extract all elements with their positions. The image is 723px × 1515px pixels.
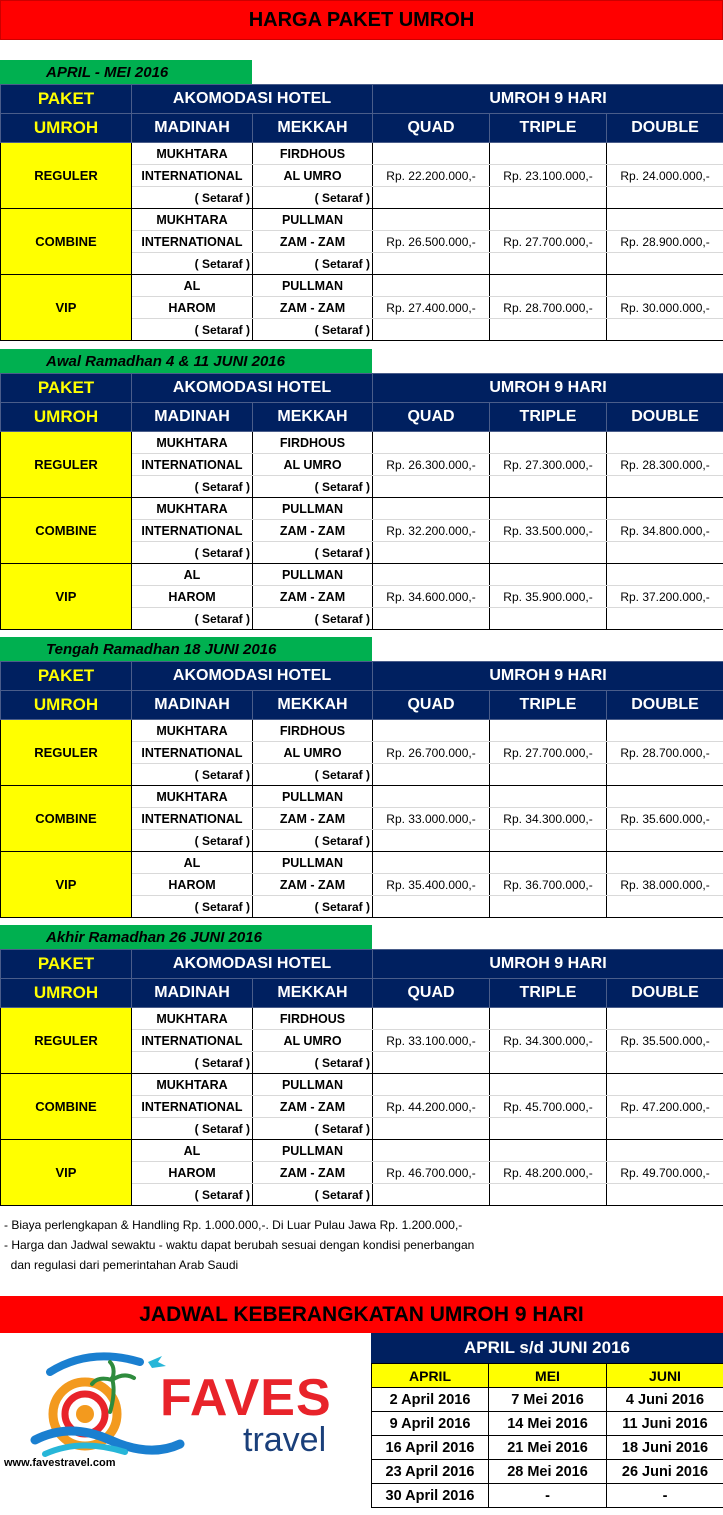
price-double: Rp. 35.500.000,-: [607, 1030, 723, 1052]
madinah-hotel: INTERNATIONAL: [132, 231, 253, 253]
madinah-hotel: INTERNATIONAL: [132, 520, 253, 542]
header-umroh: UMROH: [1, 114, 132, 143]
package-row: [1, 275, 723, 297]
price-double: Rp. 28.900.000,-: [607, 231, 723, 253]
header-program: UMROH 9 HARI: [373, 374, 723, 403]
header-quad: QUAD: [373, 979, 490, 1008]
package-row: [1, 1074, 723, 1096]
setaraf-note: ( Setaraf ): [253, 1052, 373, 1074]
header-double: DOUBLE: [607, 114, 723, 143]
mekkah-hotel: FIRDHOUS: [253, 432, 373, 454]
website-link[interactable]: www.favestravel.com: [4, 1457, 116, 1469]
header-double: DOUBLE: [607, 403, 723, 432]
price-quad: Rp. 27.400.000,-: [373, 297, 490, 319]
price-triple: Rp. 28.700.000,-: [490, 297, 607, 319]
package-name: COMBINE: [1, 498, 132, 564]
schedule-row: [372, 1388, 723, 1412]
header-madinah: MADINAH: [132, 691, 253, 720]
header-madinah: MADINAH: [132, 403, 253, 432]
header-paket: PAKET: [1, 950, 132, 979]
mekkah-hotel: PULLMAN: [253, 852, 373, 874]
schedule-date: 18 Juni 2016: [607, 1436, 723, 1460]
mekkah-hotel: AL UMRO: [253, 742, 373, 764]
price-triple: Rp. 23.100.000,-: [490, 165, 607, 187]
price-quad: Rp. 26.500.000,-: [373, 231, 490, 253]
mekkah-hotel: PULLMAN: [253, 1140, 373, 1162]
mekkah-hotel: PULLMAN: [253, 1074, 373, 1096]
madinah-hotel: MUKHTARA: [132, 786, 253, 808]
package-name: COMBINE: [1, 1074, 132, 1140]
madinah-hotel: HAROM: [132, 874, 253, 896]
setaraf-note: ( Setaraf ): [132, 542, 253, 564]
notes: [4, 1215, 474, 1275]
setaraf-note: ( Setaraf ): [132, 896, 253, 918]
schedule-date: 7 Mei 2016: [489, 1388, 607, 1412]
schedule-date: 23 April 2016: [372, 1460, 489, 1484]
schedule-date: 2 April 2016: [372, 1388, 489, 1412]
schedule-row: [372, 1412, 723, 1436]
setaraf-note: ( Setaraf ): [253, 830, 373, 852]
header-quad: QUAD: [373, 114, 490, 143]
header-umroh: UMROH: [1, 979, 132, 1008]
setaraf-note: ( Setaraf ): [132, 608, 253, 630]
header-paket: PAKET: [1, 374, 132, 403]
package-name: COMBINE: [1, 786, 132, 852]
price-triple: Rp. 27.300.000,-: [490, 454, 607, 476]
madinah-hotel: INTERNATIONAL: [132, 1096, 253, 1118]
schedule-row: [372, 1436, 723, 1460]
price-quad: Rp. 34.600.000,-: [373, 586, 490, 608]
price-triple: Rp. 34.300.000,-: [490, 808, 607, 830]
setaraf-note: ( Setaraf ): [253, 1184, 373, 1206]
note-line: dan regulasi dari pemerintahan Arab Saudi: [4, 1258, 239, 1272]
header-paket: PAKET: [1, 662, 132, 691]
price-quad: Rp. 33.100.000,-: [373, 1030, 490, 1052]
package-row: [1, 786, 723, 808]
schedule-title: JADWAL KEBERANGKATAN UMROH 9 HARI: [0, 1296, 723, 1333]
price-table: [0, 373, 723, 630]
mekkah-hotel: PULLMAN: [253, 564, 373, 586]
price-double: Rp. 28.700.000,-: [607, 742, 723, 764]
mekkah-hotel: AL UMRO: [253, 454, 373, 476]
price-quad: Rp. 35.400.000,-: [373, 874, 490, 896]
section-label: Tengah Ramadhan 18 JUNI 2016: [0, 637, 372, 661]
package-row: [1, 852, 723, 874]
setaraf-note: ( Setaraf ): [253, 253, 373, 275]
mekkah-hotel: FIRDHOUS: [253, 720, 373, 742]
madinah-hotel: AL: [132, 275, 253, 297]
mekkah-hotel: FIRDHOUS: [253, 1008, 373, 1030]
price-triple: Rp. 34.300.000,-: [490, 1030, 607, 1052]
schedule-date: -: [489, 1484, 607, 1508]
note-line: - Biaya perlengkapan & Handling Rp. 1.000.000,-. Di Luar Pulau Jawa Rp. 1.200.000,-: [4, 1218, 463, 1232]
brand-sub: travel: [243, 1421, 327, 1459]
header-triple: TRIPLE: [490, 979, 607, 1008]
schedule-date: 21 Mei 2016: [489, 1436, 607, 1460]
price-triple: Rp. 33.500.000,-: [490, 520, 607, 542]
madinah-hotel: MUKHTARA: [132, 209, 253, 231]
header-akomodasi: AKOMODASI HOTEL: [132, 85, 373, 114]
mekkah-hotel: AL UMRO: [253, 1030, 373, 1052]
mekkah-hotel: ZAM - ZAM: [253, 1096, 373, 1118]
madinah-hotel: MUKHTARA: [132, 143, 253, 165]
package-row: [1, 564, 723, 586]
price-double: Rp. 28.300.000,-: [607, 454, 723, 476]
madinah-hotel: INTERNATIONAL: [132, 808, 253, 830]
header-quad: QUAD: [373, 691, 490, 720]
price-double: Rp. 38.000.000,-: [607, 874, 723, 896]
mekkah-hotel: PULLMAN: [253, 275, 373, 297]
header-mekkah: MEKKAH: [253, 691, 373, 720]
setaraf-note: ( Setaraf ): [132, 830, 253, 852]
package-row: [1, 1140, 723, 1162]
price-quad: Rp. 32.200.000,-: [373, 520, 490, 542]
header-umroh: UMROH: [1, 403, 132, 432]
madinah-hotel: HAROM: [132, 297, 253, 319]
header-akomodasi: AKOMODASI HOTEL: [132, 662, 373, 691]
schedule-row: [372, 1484, 723, 1508]
schedule-date: 9 April 2016: [372, 1412, 489, 1436]
price-quad: Rp. 26.300.000,-: [373, 454, 490, 476]
setaraf-note: ( Setaraf ): [132, 319, 253, 341]
price-quad: Rp. 33.000.000,-: [373, 808, 490, 830]
schedule-table: [371, 1363, 723, 1508]
price-table: [0, 661, 723, 918]
header-paket: PAKET: [1, 85, 132, 114]
schedule-date: 30 April 2016: [372, 1484, 489, 1508]
schedule-col-april: APRIL: [372, 1364, 489, 1388]
price-double: Rp. 35.600.000,-: [607, 808, 723, 830]
package-row: [1, 1008, 723, 1030]
madinah-hotel: AL: [132, 852, 253, 874]
madinah-hotel: INTERNATIONAL: [132, 1030, 253, 1052]
mekkah-hotel: ZAM - ZAM: [253, 231, 373, 253]
setaraf-note: ( Setaraf ): [132, 1118, 253, 1140]
price-double: Rp. 30.000.000,-: [607, 297, 723, 319]
package-name: VIP: [1, 1140, 132, 1206]
header-madinah: MADINAH: [132, 979, 253, 1008]
madinah-hotel: HAROM: [132, 1162, 253, 1184]
schedule-date: -: [607, 1484, 723, 1508]
section-label: Awal Ramadhan 4 & 11 JUNI 2016: [0, 349, 372, 373]
price-triple: Rp. 48.200.000,-: [490, 1162, 607, 1184]
header-akomodasi: AKOMODASI HOTEL: [132, 374, 373, 403]
madinah-hotel: MUKHTARA: [132, 498, 253, 520]
mekkah-hotel: PULLMAN: [253, 786, 373, 808]
setaraf-note: ( Setaraf ): [132, 187, 253, 209]
price-double: Rp. 34.800.000,-: [607, 520, 723, 542]
price-triple: Rp. 45.700.000,-: [490, 1096, 607, 1118]
schedule-date: 14 Mei 2016: [489, 1412, 607, 1436]
setaraf-note: ( Setaraf ): [253, 476, 373, 498]
schedule-date: 26 Juni 2016: [607, 1460, 723, 1484]
setaraf-note: ( Setaraf ): [132, 1052, 253, 1074]
header-akomodasi: AKOMODASI HOTEL: [132, 950, 373, 979]
mekkah-hotel: PULLMAN: [253, 498, 373, 520]
page-title: HARGA PAKET UMROH: [0, 0, 723, 40]
header-umroh: UMROH: [1, 691, 132, 720]
mekkah-hotel: ZAM - ZAM: [253, 586, 373, 608]
header-triple: TRIPLE: [490, 114, 607, 143]
package-row: [1, 498, 723, 520]
mekkah-hotel: PULLMAN: [253, 209, 373, 231]
madinah-hotel: MUKHTARA: [132, 1074, 253, 1096]
madinah-hotel: MUKHTARA: [132, 1008, 253, 1030]
package-row: [1, 143, 723, 165]
schedule-date: 11 Juni 2016: [607, 1412, 723, 1436]
package-row: [1, 209, 723, 231]
header-madinah: MADINAH: [132, 114, 253, 143]
madinah-hotel: MUKHTARA: [132, 720, 253, 742]
header-program: UMROH 9 HARI: [373, 662, 723, 691]
package-name: REGULER: [1, 143, 132, 209]
price-table: [0, 84, 723, 341]
package-name: VIP: [1, 852, 132, 918]
note-line: - Harga dan Jadwal sewaktu - waktu dapat berubah sesuai dengan kondisi penerbangan: [4, 1238, 475, 1252]
header-program: UMROH 9 HARI: [373, 85, 723, 114]
price-double: Rp. 24.000.000,-: [607, 165, 723, 187]
header-triple: TRIPLE: [490, 691, 607, 720]
madinah-hotel: INTERNATIONAL: [132, 742, 253, 764]
schedule-date: 16 April 2016: [372, 1436, 489, 1460]
schedule-period: APRIL s/d JUNI 2016: [371, 1333, 723, 1363]
package-name: REGULER: [1, 432, 132, 498]
madinah-hotel: INTERNATIONAL: [132, 454, 253, 476]
madinah-hotel: HAROM: [132, 586, 253, 608]
price-double: Rp. 37.200.000,-: [607, 586, 723, 608]
mekkah-hotel: AL UMRO: [253, 165, 373, 187]
madinah-hotel: INTERNATIONAL: [132, 165, 253, 187]
mekkah-hotel: ZAM - ZAM: [253, 874, 373, 896]
brand-name: FAVES: [160, 1369, 332, 1427]
price-triple: Rp. 27.700.000,-: [490, 231, 607, 253]
header-quad: QUAD: [373, 403, 490, 432]
setaraf-note: ( Setaraf ): [253, 319, 373, 341]
mekkah-hotel: ZAM - ZAM: [253, 808, 373, 830]
schedule-date: 28 Mei 2016: [489, 1460, 607, 1484]
mekkah-hotel: ZAM - ZAM: [253, 520, 373, 542]
madinah-hotel: MUKHTARA: [132, 432, 253, 454]
price-quad: Rp. 44.200.000,-: [373, 1096, 490, 1118]
madinah-hotel: AL: [132, 1140, 253, 1162]
header-double: DOUBLE: [607, 691, 723, 720]
setaraf-note: ( Setaraf ): [132, 476, 253, 498]
section-label: APRIL - MEI 2016: [0, 60, 252, 84]
setaraf-note: ( Setaraf ): [253, 896, 373, 918]
madinah-hotel: AL: [132, 564, 253, 586]
price-triple: Rp. 35.900.000,-: [490, 586, 607, 608]
setaraf-note: ( Setaraf ): [253, 187, 373, 209]
schedule-col-mei: MEI: [489, 1364, 607, 1388]
setaraf-note: ( Setaraf ): [253, 608, 373, 630]
package-name: REGULER: [1, 720, 132, 786]
package-name: VIP: [1, 564, 132, 630]
schedule-col-juni: JUNI: [607, 1364, 723, 1388]
setaraf-note: ( Setaraf ): [253, 764, 373, 786]
price-quad: Rp. 46.700.000,-: [373, 1162, 490, 1184]
header-triple: TRIPLE: [490, 403, 607, 432]
package-row: [1, 720, 723, 742]
mekkah-hotel: ZAM - ZAM: [253, 297, 373, 319]
header-mekkah: MEKKAH: [253, 114, 373, 143]
header-mekkah: MEKKAH: [253, 403, 373, 432]
header-program: UMROH 9 HARI: [373, 950, 723, 979]
mekkah-hotel: FIRDHOUS: [253, 143, 373, 165]
setaraf-note: ( Setaraf ): [253, 542, 373, 564]
setaraf-note: ( Setaraf ): [253, 1118, 373, 1140]
setaraf-note: ( Setaraf ): [132, 1184, 253, 1206]
setaraf-note: ( Setaraf ): [132, 253, 253, 275]
package-name: VIP: [1, 275, 132, 341]
price-triple: Rp. 36.700.000,-: [490, 874, 607, 896]
package-name: REGULER: [1, 1008, 132, 1074]
price-double: Rp. 47.200.000,-: [607, 1096, 723, 1118]
schedule-date: 4 Juni 2016: [607, 1388, 723, 1412]
schedule-row: [372, 1460, 723, 1484]
setaraf-note: ( Setaraf ): [132, 764, 253, 786]
mekkah-hotel: ZAM - ZAM: [253, 1162, 373, 1184]
price-double: Rp. 49.700.000,-: [607, 1162, 723, 1184]
package-row: [1, 432, 723, 454]
price-quad: Rp. 22.200.000,-: [373, 165, 490, 187]
header-double: DOUBLE: [607, 979, 723, 1008]
header-mekkah: MEKKAH: [253, 979, 373, 1008]
price-table: [0, 949, 723, 1206]
section-label: Akhir Ramadhan 26 JUNI 2016: [0, 925, 372, 949]
price-triple: Rp. 27.700.000,-: [490, 742, 607, 764]
package-name: COMBINE: [1, 209, 132, 275]
price-quad: Rp. 26.700.000,-: [373, 742, 490, 764]
